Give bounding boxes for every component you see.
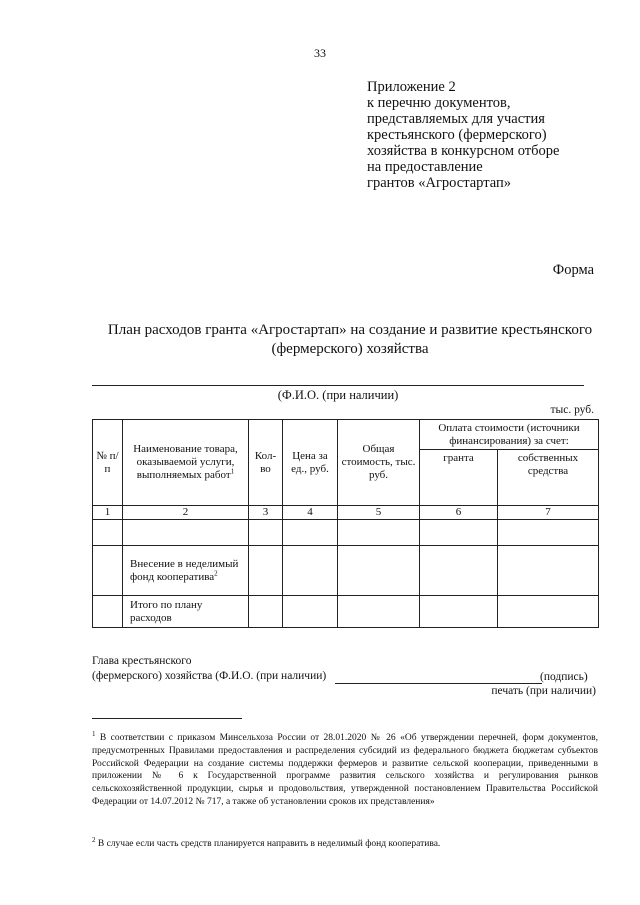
appendix-line: крестьянского (фермерского) xyxy=(367,127,547,143)
appendix-line: грантов «Агростартап» xyxy=(367,175,512,191)
footnote-mark: 1 xyxy=(92,729,96,738)
units-label: тыс. руб. xyxy=(550,404,594,416)
fio-underline xyxy=(92,385,584,386)
column-number: 1 xyxy=(93,506,123,520)
column-number: 2 xyxy=(123,506,249,520)
appendix-line: хозяйства в конкурсном отборе xyxy=(367,143,560,159)
table-row xyxy=(93,596,599,628)
header-name xyxy=(123,420,249,506)
signature-block xyxy=(92,654,326,684)
appendix-line: представляемых для участия xyxy=(367,111,545,127)
fio-caption: (Ф.И.О. (при наличии) xyxy=(277,388,399,402)
footnote-mark: 2 xyxy=(92,835,96,844)
column-number: 4 xyxy=(283,506,338,520)
title-line-1: План расходов гранта «Агростартап» на создание и развитие крестьянского xyxy=(107,322,593,338)
form-label: Форма xyxy=(552,262,594,278)
column-number: 3 xyxy=(249,506,283,520)
header-qty: Кол-во xyxy=(249,420,283,506)
row-name: Внесение в неделимый фонд кооператива xyxy=(130,557,239,583)
header-payment: Оплата стоимости (источники финансирования) за счет: xyxy=(420,420,599,450)
column-number: 5 xyxy=(338,506,420,520)
header-name-text: Наименование товара, оказываемой услуги, выполняемых работ xyxy=(133,443,238,481)
row-name xyxy=(123,520,249,546)
appendix-line: Приложение 2 xyxy=(367,79,456,95)
footnote-ref-2: 2 xyxy=(214,568,218,577)
signature-line-2: (фермерского) хозяйства (Ф.И.О. (при наличии) xyxy=(92,670,327,682)
footnote-ref-1: 1 xyxy=(230,467,235,476)
stamp-caption: печать (при наличии) xyxy=(491,685,596,697)
footnote-text: В случае если часть средств планируется направить в неделимый фонд кооператива. xyxy=(97,839,441,849)
footnote-1 xyxy=(92,729,599,809)
appendix-line: к перечню документов, xyxy=(367,95,511,111)
footnote-divider xyxy=(92,718,242,719)
row-name: Итого по плану расходов xyxy=(123,596,249,628)
appendix-line: на предоставление xyxy=(367,159,483,175)
document-title xyxy=(60,321,640,359)
header-total: Общая стоимость, тыс. руб. xyxy=(338,420,420,506)
signature-caption: (подпись) xyxy=(540,671,588,683)
table-row xyxy=(93,520,599,546)
table-row xyxy=(93,546,599,596)
footnote-2 xyxy=(92,835,598,851)
footnote-text: В соответствии с приказом Минсельхоза России от 28.01.2020 № 26 «Об утверждении перечней, форм документов, предусмотренных Правилами предоставления и распределения субсидий из федерального бюджета бюджетам субъектов Российской Федерации на создание системы поддержки фермеров и развитие сельской кооперации, приведенными в приложении № 6 к Государственной программе развития сельского хозяйства и регулирования рынков сельскохозяйственной продукции, сырья и продовольствия, утвержденной постановлением Правительства Российской Федерации от 14.07.2012 № 717, а также об установлении сроков их представления» xyxy=(92,733,599,807)
row-name-cell xyxy=(123,546,249,596)
title-line-2: (фермерского) хозяйства xyxy=(271,341,429,357)
column-number: 7 xyxy=(498,506,599,520)
column-number: 6 xyxy=(420,506,498,520)
signature-underline xyxy=(335,683,542,684)
signature-line-1: Глава крестьянского xyxy=(92,655,192,667)
header-own-funds: собственных средства xyxy=(498,450,599,506)
page-number: 33 xyxy=(314,46,326,60)
header-grant: гранта xyxy=(420,450,498,506)
expense-plan-table xyxy=(92,419,599,628)
header-num: № п/п xyxy=(93,420,123,506)
header-price: Цена за ед., руб. xyxy=(283,420,338,506)
appendix-header xyxy=(367,79,559,191)
